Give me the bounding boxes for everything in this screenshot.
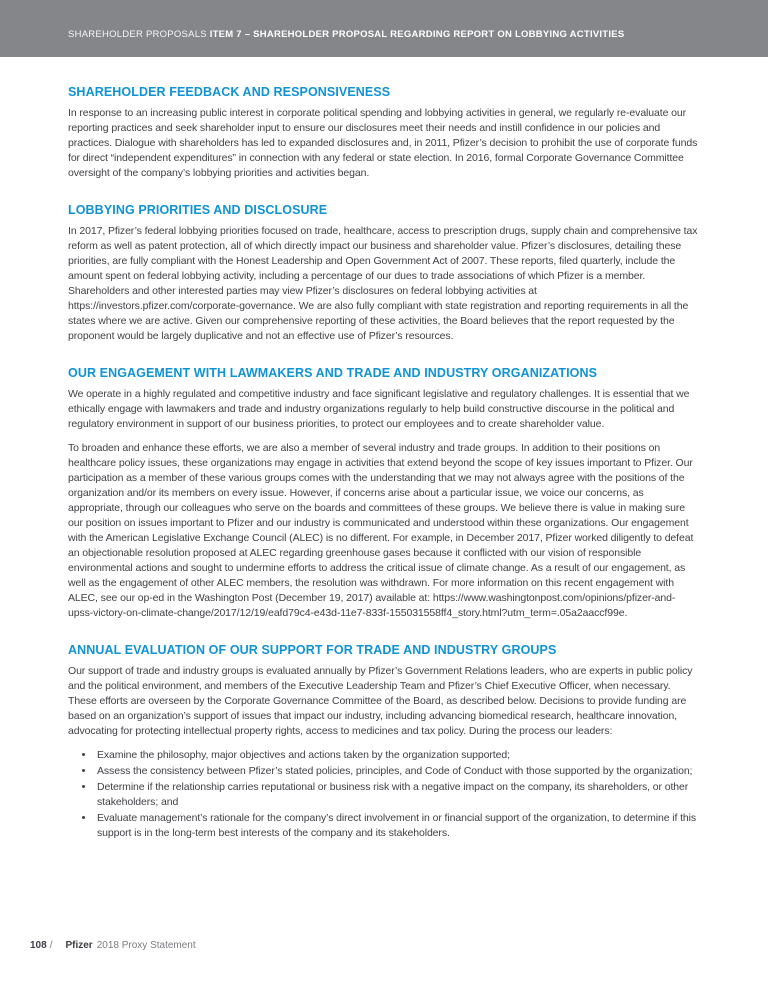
section-heading: SHAREHOLDER FEEDBACK AND RESPONSIVENESS bbox=[68, 85, 391, 99]
section-heading: LOBBYING PRIORITIES AND DISCLOSURE bbox=[68, 203, 328, 217]
page-content bbox=[0, 57, 768, 841]
footer-doc-title: 2018 Proxy Statement bbox=[96, 940, 196, 951]
evaluation-bullet-list bbox=[68, 748, 700, 841]
footer-separator: / bbox=[49, 940, 53, 951]
body-paragraph: To broaden and enhance these efforts, we are also a member of several industry and trade groups. In addition to their positions on healthcare policy issues, these organizations may engage in activities that extend beyond the scope of key issues important to Pfizer. Our participation as a member of these various groups comes with the understanding that we may not always agree with the positions of the organization and/or its members on every issue. However, if concerns arise about a particular issue, we voice our concerns, as appropriate, through our colleagues who serve on the boards and committees of these groups. We believe there is value in making sure our position on issues important to Pfizer and our industry is communicated and understood within these organizations. Our engagement with the American Legislative Exchange Council (ALEC) is no different. For example, in December 2017, Pfizer worked diligently to defeat an objectionable resolution proposed at ALEC regarding greenhouse gases because it conflicted with our vision of responsible environmental actions and sought to undermine efforts to address the critical issue of climate change. As a result of our engagement, as well as the engagement of other ALEC members, the resolution was withdrawn. For more information on this recent engagement with ALEC, see our op-ed in the Washington Post (December 19, 2017) available at: https://www.washingtonpost.com/opinions/pfizer-and-upss-victory-on-climate-change/2017/12/19/eafd79c4-e43d-11e7-833f-155031558ff4_story.html?utm_term=.05a2aaccf99e. bbox=[68, 442, 694, 619]
section-annual-evaluation bbox=[68, 643, 700, 841]
header-title: ITEM 7 – SHAREHOLDER PROPOSAL REGARDING REPORT ON LOBBYING ACTIVITIES bbox=[209, 29, 625, 40]
footer-brand: Pfizer bbox=[65, 940, 93, 951]
page-number: 108 bbox=[30, 940, 47, 951]
body-paragraph: Our support of trade and industry groups is evaluated annually by Pfizer’s Government Relations leaders, who are experts in public policy and the political environment, and members of the Executive Leadership Team and Pfizer’s Chief Executive Officer, when necessary. These efforts are overseen by the Corporate Governance Committee of the Board, as described below. Decisions to provide funding are based on an organization’s support of issues that impact our industry, including advancing biomedical research, healthcare innovation, advocating for protecting intellectual property rights, access to medicines and tax policy. During the process our leaders: bbox=[68, 665, 693, 737]
section-heading: OUR ENGAGEMENT WITH LAWMAKERS AND TRADE AND INDUSTRY ORGANIZATIONS bbox=[68, 366, 598, 380]
list-item: • Evaluate management’s rationale for the company’s direct involvement in or financial support of the organization, to determine if this support is in the long-term best interests of the company and its stakeholders. bbox=[95, 811, 700, 841]
section-lobbying-priorities bbox=[68, 203, 700, 344]
list-item: • Examine the philosophy, major objectives and actions taken by the organization supported; bbox=[95, 748, 700, 763]
page-footer bbox=[30, 940, 196, 951]
section-shareholder-feedback bbox=[68, 85, 700, 181]
body-paragraph: We operate in a highly regulated and competitive industry and face significant legislative and regulatory challenges. It is essential that we ethically engage with lawmakers and trade and industry organizations regularly to help build constructive discourse in the political and regulatory environment in support of our business priorities, to protect our employees and to create shareholder value. bbox=[68, 388, 690, 430]
page-header-text bbox=[68, 29, 624, 40]
page-header-bar bbox=[0, 0, 768, 57]
section-engagement-lawmakers bbox=[68, 366, 700, 621]
body-paragraph: In response to an increasing public interest in corporate political spending and lobbying activities in general, we regularly re-evaluate our reporting practices and seek shareholder input to ensure our disclosures meet their needs and instill confidence in our policies and practices. Dialogue with shareholders has led to expanded disclosures and, in 2011, Pfizer’s decision to prohibit the use of corporate funds for direct “independent expenditures” in connection with any federal or state election. In 2016, formal Corporate Governance Committee oversight of the company’s lobbying priorities and activities began. bbox=[68, 107, 698, 179]
list-item: • Determine if the relationship carries reputational or business risk with a negative impact on the company, its shareholders, or other stakeholders; and bbox=[95, 780, 700, 810]
list-item: • Assess the consistency between Pfizer’s stated policies, principles, and Code of Conduct with those supported by the organization; bbox=[95, 764, 700, 779]
body-paragraph: In 2017, Pfizer’s federal lobbying priorities focused on trade, healthcare, access to prescription drugs, supply chain and comprehensive tax reform as well as patent protection, all of which directly impact our business and shareholder value. Pfizer’s disclosures, detailing these priorities, are fully compliant with the Honest Leadership and Open Government Act of 2007. These reports, filed quarterly, include the amount spent on federal lobbying activity, including a percentage of our dues to trade associations of which Pfizer is a member. Shareholders and other interested parties may view Pfizer’s disclosures on federal lobbying activities at https://investors.pfizer.com/corporate-governance. We are also fully compliant with state registration and reporting requirements in all the states where we are active. Given our comprehensive reporting of these activities, the Board believes that the report requested by the proponent would be largely duplicative and not an effective use of Pfizer’s resources. bbox=[68, 225, 698, 342]
header-eyebrow: SHAREHOLDER PROPOSALS bbox=[68, 29, 210, 40]
section-heading: ANNUAL EVALUATION OF OUR SUPPORT FOR TRADE AND INDUSTRY GROUPS bbox=[68, 643, 557, 657]
